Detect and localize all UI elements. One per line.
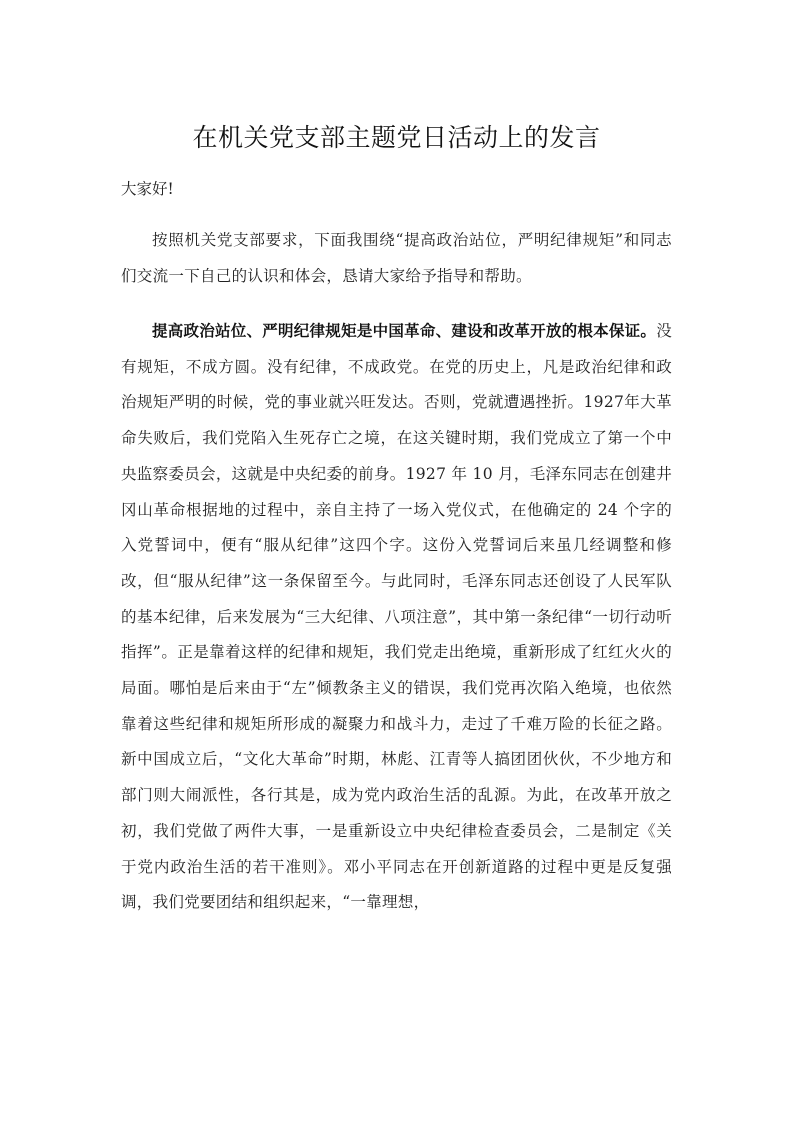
- document-title: 在机关党支部主题党日活动上的发言: [192, 123, 601, 152]
- paragraph-intro-text: 按照机关党支部要求，下面我围绕“提高政治站位，严明纪律规矩”和同志们交流一下自己的认识和体会，恳请大家给予指导和帮助。: [121, 231, 672, 285]
- paragraph-discipline: [121, 314, 672, 921]
- paragraph-discipline-text: 没有规矩，不成方圆。没有纪律，不成政党。在党的历史上，凡是政治纪律和政治规矩严明的时候，党的事业就兴旺发达。否则，党就遭遇挫折。1927年大革命失败后，我们党陷入生死存亡之境，在这关键时期，我们党成立了第一个中央监察委员会，这就是中央纪委的前身。1927 年 10 月，毛泽东同志在创建井冈山革命根据地的过程中，亲自主持了一场入党仪式，在他确定的 24 个字的入党誓词中，便有“服从纪律”这四个字。这份入党誓词后来虽几经调整和修改，但“服从纪律”这一条保留至今。与此同时，毛泽东同志还创设了人民军队的基本纪律，后来发展为“三大纪律、八项注意”，其中第一条纪律“一切行动听指挥”。正是靠着这样的纪律和规矩，我们党走出绝境，重新形成了红红火火的局面。哪怕是后来由于“左”倾教条主义的错误，我们党再次陷入绝境，也依然靠着这些纪律和规矩所形成的凝聚力和战斗力，走过了千难万险的长征之路。新中国成立后，“文化大革命”时期，林彪、江青等人搞团团伙伙，不少地方和部门则大闹派性，各行其是，成为党内政治生活的乱源。为此，在改革开放之初，我们党做了两件大事，一是重新设立中央纪律检查委员会，二是制定《关于党内政治生活的若干准则》。邓小平同志在开创新道路的过程中更是反复强调，我们党要团结和组织起来，“一靠理想，: [121, 322, 672, 912]
- paragraph-lead-sentence: 提高政治站位、严明纪律规矩是中国革命、建设和改革开放的根本保证。: [152, 322, 657, 340]
- greeting-text: 大家好!: [121, 180, 174, 198]
- paragraph-intro: [121, 223, 672, 294]
